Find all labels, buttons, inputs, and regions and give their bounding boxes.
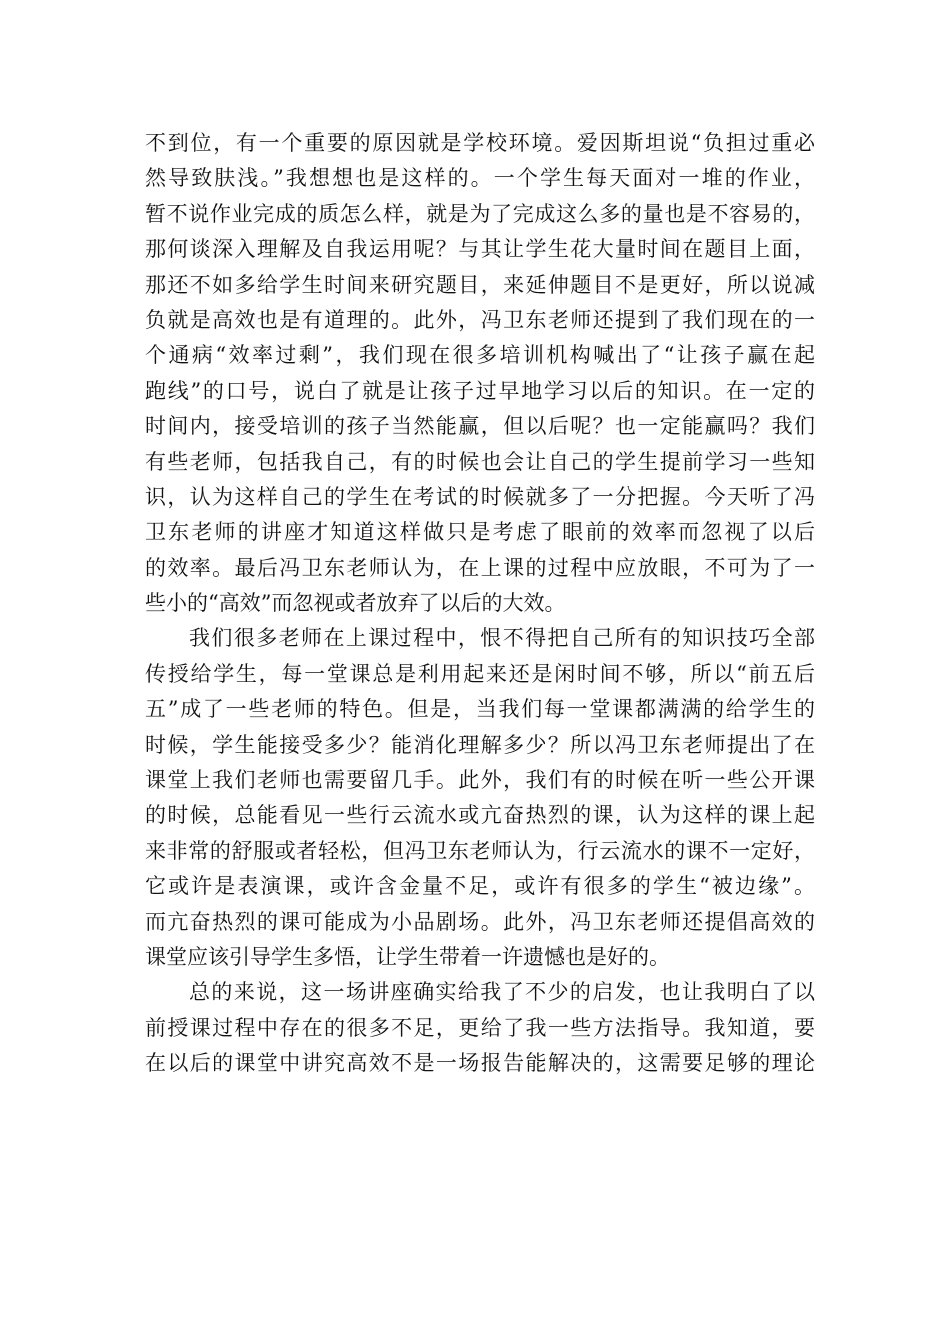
text-line: 它或许是表演课，或许含金量不足，或许有很多的学生“被边缘”。 <box>145 874 815 899</box>
text-line: 的效率。最后冯卫东老师认为，在上课的过程中应放眼，不可为了一 <box>145 555 815 580</box>
text-line: 跑线”的口号，说白了就是让孩子过早地学习以后的知识。在一定的 <box>145 378 815 403</box>
text-line: 时候，学生能接受多少？能消化理解多少？所以冯卫东老师提出了在 <box>145 732 815 757</box>
text-line: 时间内，接受培训的孩子当然能赢，但以后呢？也一定能赢吗？我们 <box>145 414 815 439</box>
text-line: 课堂应该引导学生多悟，让学生带着一许遗憾也是好的。 <box>145 944 670 969</box>
text-line: 我们很多老师在上课过程中，恨不得把自己所有的知识技巧全部 <box>189 626 815 651</box>
text-line: 前授课过程中存在的很多不足，更给了我一些方法指导。我知道，要 <box>145 1015 815 1040</box>
text-line: 传授给学生，每一堂课总是利用起来还是闲时间不够，所以“前五后 <box>145 661 815 686</box>
text-line: 而亢奋热烈的课可能成为小品剧场。此外，冯卫东老师还提倡高效的 <box>145 909 815 934</box>
text-line: 卫东老师的讲座才知道这样做只是考虑了眼前的效率而忽视了以后 <box>145 520 815 545</box>
text-line: 不到位，有一个重要的原因就是学校环境。爱因斯坦说“负担过重必 <box>145 131 815 155</box>
text-line: 那何谈深入理解及自我运用呢？与其让学生花大量时间在题目上面， <box>145 237 815 262</box>
text-line: 个通病“效率过剩”，我们现在很多培训机构喊出了“让孩子赢在起 <box>145 343 815 368</box>
text-line: 有些老师，包括我自己，有的时候也会让自己的学生提前学习一些知 <box>145 449 815 474</box>
text-line: 来非常的舒服或者轻松，但冯卫东老师认为，行云流水的课不一定好， <box>145 838 815 863</box>
text-line: 在以后的课堂中讲究高效不是一场报告能解决的，这需要足够的理论 <box>145 1051 815 1076</box>
body-text <box>145 126 815 1082</box>
text-line: 些小的“高效”而忽视或者放弃了以后的大效。 <box>145 591 566 616</box>
text-line: 的时候，总能看见一些行云流水或亢奋热烈的课，认为这样的课上起 <box>145 803 815 828</box>
text-line: 总的来说，这一场讲座确实给我了不少的启发，也让我明白了以 <box>189 980 815 1005</box>
text-line: 负就是高效也是有道理的。此外，冯卫东老师还提到了我们现在的一 <box>145 307 815 332</box>
text-line: 暂不说作业完成的质怎么样，就是为了完成这么多的量也是不容易的， <box>145 201 815 226</box>
text-line: 课堂上我们老师也需要留几手。此外，我们有的时候在听一些公开课 <box>145 768 815 793</box>
text-line: 那还不如多给学生时间来研究题目，来延伸题目不是更好，所以说减 <box>145 272 815 297</box>
text-line: 五”成了一些老师的特色。但是，当我们每一堂课都满满的给学生的 <box>145 697 815 722</box>
text-line: 然导致肤浅。”我想想也是这样的。一个学生每天面对一堆的作业， <box>145 166 815 191</box>
text-line: 识，认为这样自己的学生在考试的时候就多了一分把握。今天听了冯 <box>145 484 815 509</box>
